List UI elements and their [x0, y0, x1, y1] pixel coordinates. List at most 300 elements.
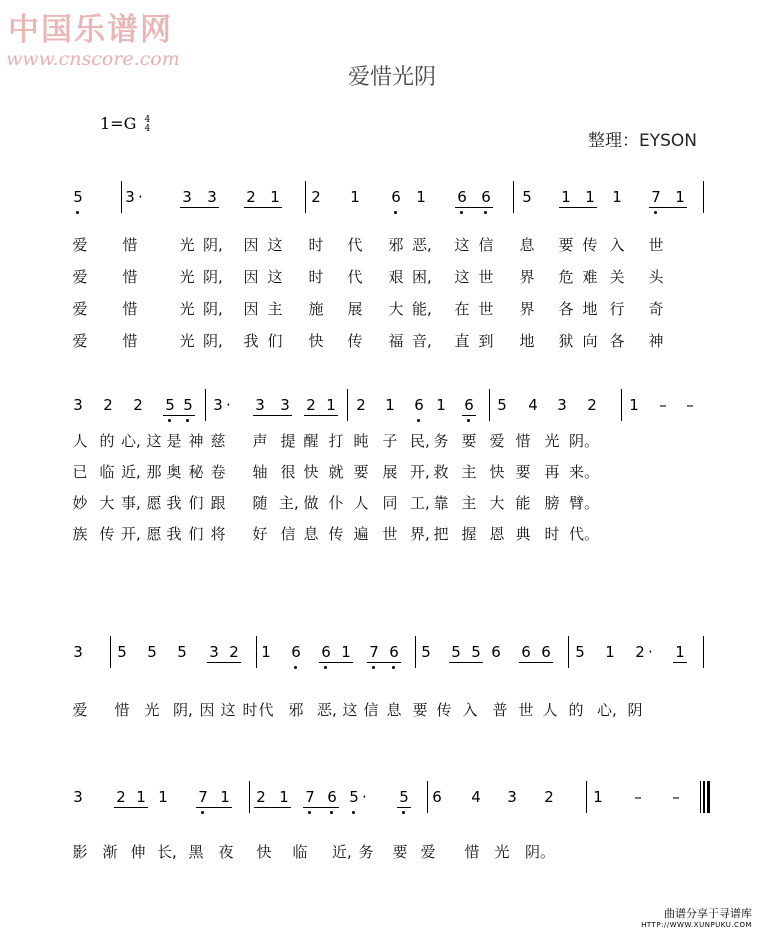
note-digit: 1: [158, 788, 168, 806]
lyric-char: 愿: [146, 525, 162, 543]
note-3-10: [340, 644, 352, 660]
lyric-char: 盹: [353, 432, 369, 450]
lyric-char: 因: [243, 236, 259, 254]
lyric-line-3: [0, 300, 784, 320]
key-label: 1=G: [100, 114, 137, 133]
low-octave-dot: [467, 419, 470, 422]
note-1-5: [245, 189, 257, 205]
lyric-char: 随: [252, 494, 268, 512]
note-digit: 5: [73, 188, 83, 206]
lyric-char: 恶,: [412, 236, 432, 254]
lyric-char: 很: [280, 463, 296, 481]
note-digit: 4: [471, 788, 481, 806]
lyric-char: 要: [412, 701, 428, 719]
lyric-line-2: [0, 268, 784, 288]
lyric-char: 近,: [121, 463, 141, 481]
lyric-char: 阴。: [525, 843, 556, 861]
lyric-char: 要: [461, 432, 477, 450]
note-digit: 1: [629, 396, 639, 414]
augmentation-dot: ·: [362, 788, 367, 806]
barline: [427, 781, 428, 813]
lyric-char: 头: [648, 268, 664, 286]
watermark-site-name: 中国乐谱网: [8, 12, 173, 48]
lyric-char: 做: [303, 494, 319, 512]
final-barline: [707, 781, 710, 813]
lyric-char: 人: [353, 494, 369, 512]
lyric-char: 这: [267, 236, 283, 254]
lyric-char: 心,: [597, 701, 617, 719]
lyric-char: 快: [256, 843, 272, 861]
note-digit: 6: [414, 396, 424, 414]
note-digit: 1: [220, 788, 230, 806]
lyric-char: 主: [461, 463, 477, 481]
note-digit: 5: [399, 788, 409, 806]
beam-underline: [519, 662, 553, 663]
note-digit: 1: [136, 788, 146, 806]
note-2-9: [305, 397, 317, 413]
lyric-char: 慈: [210, 432, 226, 450]
lyric-char: 快: [489, 463, 505, 481]
note-digit: 6: [521, 643, 531, 661]
note-3-19: [574, 644, 586, 660]
note-3-15: [470, 644, 482, 660]
note-digit: 7: [651, 188, 661, 206]
note-3-2: [116, 644, 128, 660]
low-octave-dot: [168, 419, 171, 422]
lyric-char: 时: [242, 701, 258, 719]
lyric-char: 神: [648, 332, 664, 350]
lyric-char: 恶,: [317, 701, 337, 719]
note-digit: 4: [528, 396, 538, 414]
note-digit: 2: [103, 396, 113, 414]
note-3-1: [72, 644, 84, 660]
note-digit: 5: [117, 643, 127, 661]
note-2-17: [527, 397, 539, 413]
lyric-char: 大: [489, 494, 505, 512]
lyric-char: 人: [72, 432, 88, 450]
lyric-char: 临: [292, 843, 308, 861]
lyric-char: 主: [267, 300, 283, 318]
beam-underline: [304, 415, 338, 416]
lyric-char: 快: [303, 463, 319, 481]
note-digit: 1: [593, 788, 603, 806]
lyric-char: 来。: [569, 463, 600, 481]
note-4-1: [72, 789, 84, 805]
note-4-9: [304, 789, 316, 805]
time-signature: [144, 116, 150, 134]
beam-underline: [397, 807, 411, 808]
lyric-char: 阴。: [569, 432, 600, 450]
lyric-char: 爱: [489, 432, 505, 450]
barline: [703, 636, 704, 668]
note-1-15: [584, 189, 596, 205]
beam-underline: [254, 807, 291, 808]
lyric-char: 近,: [332, 843, 352, 861]
low-octave-dot: [484, 211, 487, 214]
note-digit: 6: [432, 788, 442, 806]
note-digit: 2: [246, 188, 256, 206]
lyric-char: 开,: [121, 525, 141, 543]
lyric-char: 再: [544, 463, 560, 481]
lyric-char: 渐: [102, 843, 118, 861]
note-digit: 6: [321, 643, 331, 661]
lyric-char: 们: [267, 332, 283, 350]
note-3-5: [208, 644, 220, 660]
note-1-7: [310, 189, 322, 205]
lyric-char: 代: [347, 268, 363, 286]
note-4-14: [470, 789, 482, 805]
lyric-char: 秘: [188, 463, 204, 481]
note-3-11: [368, 644, 380, 660]
note-digit: 7: [369, 643, 379, 661]
lyric-char: 界,: [410, 525, 430, 543]
lyric-char: 息: [519, 236, 535, 254]
lyric-char: 大: [99, 494, 115, 512]
lyric-char: 邪: [288, 701, 304, 719]
lyric-char: 惜: [114, 701, 130, 719]
lyric-char: 光: [494, 843, 510, 861]
lyric-char: 向: [582, 332, 598, 350]
note-1-16: [611, 189, 623, 205]
lyric-char: 子: [382, 432, 398, 450]
beam-underline: [462, 415, 476, 416]
note-digit: 2: [635, 643, 645, 661]
note-digit: 1: [270, 188, 280, 206]
lyric-char: 膀: [544, 494, 560, 512]
lyric-char: 世: [648, 236, 664, 254]
augmentation-dot: ·: [648, 643, 653, 661]
lyric-char: 阴: [627, 701, 643, 719]
lyric-char: 信: [363, 701, 379, 719]
note-digit: 7: [198, 788, 208, 806]
note-2-7: [254, 397, 266, 413]
lyric-char: 艰: [388, 268, 404, 286]
note-digit: 5: [421, 643, 431, 661]
note-1-13: [521, 189, 533, 205]
lyric-char: 福: [388, 332, 404, 350]
sustain-dash: –: [634, 788, 642, 806]
note-digit: 6: [481, 188, 491, 206]
note-2-2: [102, 397, 114, 413]
note-digit: 1: [350, 188, 360, 206]
sustain-dash: –: [672, 788, 680, 806]
note-digit: 6: [457, 188, 467, 206]
lyric-char: 愿: [146, 494, 162, 512]
note-3-17: [520, 644, 532, 660]
low-octave-dot: [392, 666, 395, 669]
note-digit: 3: [73, 396, 83, 414]
beam-underline: [673, 662, 687, 663]
lyric-char: 世: [518, 701, 534, 719]
lyric-char: 因: [199, 701, 215, 719]
lyric-char: 恩: [489, 525, 505, 543]
note-2-10: [325, 397, 337, 413]
lyric-char: 遍: [353, 525, 369, 543]
lyric-char: 这: [454, 236, 470, 254]
beam-underline: [180, 207, 219, 208]
lyric-char: 主,: [279, 494, 299, 512]
lyric-char: 好: [252, 525, 268, 543]
barline: [568, 636, 569, 668]
lyric-char: 提: [280, 432, 296, 450]
note-4-5: [197, 789, 209, 805]
low-octave-dot: [186, 419, 189, 422]
note-1-6: [269, 189, 281, 205]
low-octave-dot: [308, 811, 311, 814]
arranger-credit: 整理：EYSON: [588, 131, 698, 151]
note-1-2: [124, 188, 143, 206]
note-3-4: [176, 644, 188, 660]
note-digit: 3: [73, 643, 83, 661]
beam-underline: [319, 662, 353, 663]
lyric-char: 因: [243, 300, 259, 318]
barline: [703, 181, 704, 213]
note-digit: 6: [464, 396, 474, 414]
lyric-char: 开,: [410, 463, 430, 481]
lyric-char: 光: [179, 300, 195, 318]
note-3-20: [604, 644, 616, 660]
lyric-char: 代: [258, 701, 274, 719]
lyric-line-2: [0, 463, 784, 483]
note-digit: 1: [279, 788, 289, 806]
note-digit: 1: [385, 396, 395, 414]
lyric-char: 各: [558, 300, 574, 318]
lyric-char: 同: [382, 494, 398, 512]
note-digit: 3: [280, 396, 290, 414]
beam-underline: [649, 207, 687, 208]
lyric-char: 人: [542, 701, 558, 719]
note-digit: 3: [213, 396, 223, 414]
lyric-char: 阴,: [173, 701, 193, 719]
note-digit: 3: [255, 396, 265, 414]
lyric-line-1: [0, 701, 784, 721]
lyric-char: 务: [358, 843, 374, 861]
lyric-line-4: [0, 525, 784, 545]
note-digit: 6: [389, 643, 399, 661]
note-3-3: [146, 644, 158, 660]
note-digit: 5: [165, 396, 175, 414]
lyric-char: 救: [433, 463, 449, 481]
beam-underline: [114, 807, 148, 808]
barline: [305, 181, 306, 213]
lyric-char: 代。: [569, 525, 600, 543]
note-3-21: [634, 643, 653, 661]
note-digit: 7: [305, 788, 315, 806]
note-digit: 2: [587, 396, 597, 414]
lyric-char: 光: [179, 268, 195, 286]
note-4-12: [398, 789, 410, 805]
lyric-char: 典: [515, 525, 531, 543]
note-digit: 2: [133, 396, 143, 414]
note-3-8: [290, 644, 302, 660]
lyric-char: 惜: [464, 843, 480, 861]
note-1-14: [560, 189, 572, 205]
lyric-char: 那: [146, 463, 162, 481]
lyric-char: 影: [72, 843, 88, 861]
note-1-17: [650, 189, 662, 205]
lyric-char: 仆: [328, 494, 344, 512]
note-4-13: [431, 789, 443, 805]
lyric-char: 各: [609, 332, 625, 350]
augmentation-dot: ·: [226, 396, 231, 414]
lyric-char: 惜: [122, 300, 138, 318]
note-digit: 1: [675, 188, 685, 206]
note-2-8: [279, 397, 291, 413]
lyric-char: 邪: [388, 236, 404, 254]
barline: [347, 389, 348, 421]
lyric-char: 传: [99, 525, 115, 543]
note-3-14: [450, 644, 462, 660]
lyric-char: 时: [308, 268, 324, 286]
low-octave-dot: [294, 666, 297, 669]
note-1-1: [72, 189, 84, 205]
lyric-char: 的: [99, 432, 115, 450]
low-octave-dot: [654, 211, 657, 214]
lyric-char: 传: [582, 236, 598, 254]
note-digit: 1: [675, 643, 685, 661]
note-3-7: [260, 644, 272, 660]
sustain-dash: –: [686, 396, 694, 414]
note-digit: 5: [349, 788, 359, 806]
lyric-char: 直: [454, 332, 470, 350]
lyric-char: 施: [308, 300, 324, 318]
note-1-18: [674, 189, 686, 205]
lyric-char: 惜: [515, 432, 531, 450]
lyric-char: 醒: [303, 432, 319, 450]
augmentation-dot: ·: [138, 188, 143, 206]
note-digit: 2: [256, 788, 266, 806]
lyric-char: 是: [166, 432, 182, 450]
barline: [621, 389, 622, 421]
lyric-char: 地: [582, 300, 598, 318]
lyric-char: 们: [188, 494, 204, 512]
note-2-11: [355, 397, 367, 413]
note-2-15: [463, 397, 475, 413]
lyric-char: 民,: [410, 432, 430, 450]
lyric-char: 音,: [412, 332, 432, 350]
lyric-char: 关: [609, 268, 625, 286]
footer-share-text: 曲谱分享于寻谱库: [664, 907, 752, 920]
note-1-8: [349, 189, 361, 205]
note-3-13: [420, 644, 432, 660]
note-digit: 3: [207, 188, 217, 206]
final-barline: [703, 781, 705, 813]
note-digit: 2: [311, 188, 321, 206]
lyric-char: 展: [347, 300, 363, 318]
lyric-char: 爱: [72, 268, 88, 286]
note-4-16: [543, 789, 555, 805]
lyric-char: 展: [382, 463, 398, 481]
note-digit: 6: [491, 643, 501, 661]
note-1-12: [480, 189, 492, 205]
note-4-8: [278, 789, 290, 805]
lyric-char: 要: [353, 463, 369, 481]
time-numerator: 4: [144, 114, 151, 125]
note-1-4: [206, 189, 218, 205]
note-2-1: [72, 397, 84, 413]
lyric-char: 工,: [410, 494, 430, 512]
lyric-char: 光: [179, 236, 195, 254]
lyric-char: 时: [308, 236, 324, 254]
low-octave-dot: [324, 666, 327, 669]
lyric-char: 要: [392, 843, 408, 861]
low-octave-dot: [201, 811, 204, 814]
note-4-11: [348, 788, 367, 806]
note-2-14: [435, 397, 447, 413]
lyric-char: 爱: [420, 843, 436, 861]
note-4-6: [219, 789, 231, 805]
lyric-char: 跟: [210, 494, 226, 512]
note-digit: 2: [356, 396, 366, 414]
lyric-char: 握: [461, 525, 477, 543]
note-digit: 1: [436, 396, 446, 414]
lyric-line-4: [0, 332, 784, 352]
note-digit: 2: [544, 788, 554, 806]
lyric-char: 惜: [122, 236, 138, 254]
lyric-char: 爱: [72, 236, 88, 254]
lyric-char: 传: [328, 525, 344, 543]
lyric-char: 息: [386, 701, 402, 719]
lyric-char: 代: [347, 236, 363, 254]
lyric-char: 爱: [72, 332, 88, 350]
footer-url: HTTP://WWW.XUNPUKU.COM: [641, 921, 752, 929]
lyric-line-1: [0, 236, 784, 256]
low-octave-dot: [417, 419, 420, 422]
beam-underline: [244, 207, 282, 208]
note-digit: 5: [471, 643, 481, 661]
lyric-line-1: [0, 843, 784, 863]
lyric-char: 我: [166, 494, 182, 512]
lyric-char: 轴: [252, 463, 268, 481]
note-digit: 5: [497, 396, 507, 414]
lyric-char: 这: [267, 268, 283, 286]
lyric-char: 快: [308, 332, 324, 350]
note-4-7: [255, 789, 267, 805]
note-2-18: [556, 397, 568, 413]
barline: [121, 181, 122, 213]
lyric-char: 伸: [130, 843, 146, 861]
note-2-12: [384, 397, 396, 413]
low-octave-dot: [372, 666, 375, 669]
note-2-13: [413, 397, 425, 413]
note-2-3: [132, 397, 144, 413]
lyric-char: 惜: [122, 332, 138, 350]
low-octave-dot: [402, 811, 405, 814]
lyric-char: 我: [243, 332, 259, 350]
note-digit: 3: [73, 788, 83, 806]
lyric-char: 将: [210, 525, 226, 543]
lyric-char: 夜: [218, 843, 234, 861]
lyric-char: 这: [342, 701, 358, 719]
key-signature: [100, 114, 150, 134]
note-digit: 3: [182, 188, 192, 206]
note-digit: 5: [522, 188, 532, 206]
low-octave-dot: [460, 211, 463, 214]
lyric-char: 息: [303, 525, 319, 543]
lyric-char: 信: [478, 236, 494, 254]
note-1-10: [415, 189, 427, 205]
lyric-char: 靠: [433, 494, 449, 512]
beam-underline: [303, 807, 339, 808]
lyric-char: 界: [519, 300, 535, 318]
lyric-char: 阴,: [203, 332, 223, 350]
barline: [256, 636, 257, 668]
note-digit: 3: [507, 788, 517, 806]
note-digit: 1: [605, 643, 615, 661]
note-1-3: [181, 189, 193, 205]
note-digit: 1: [585, 188, 595, 206]
lyric-char: 光: [544, 432, 560, 450]
